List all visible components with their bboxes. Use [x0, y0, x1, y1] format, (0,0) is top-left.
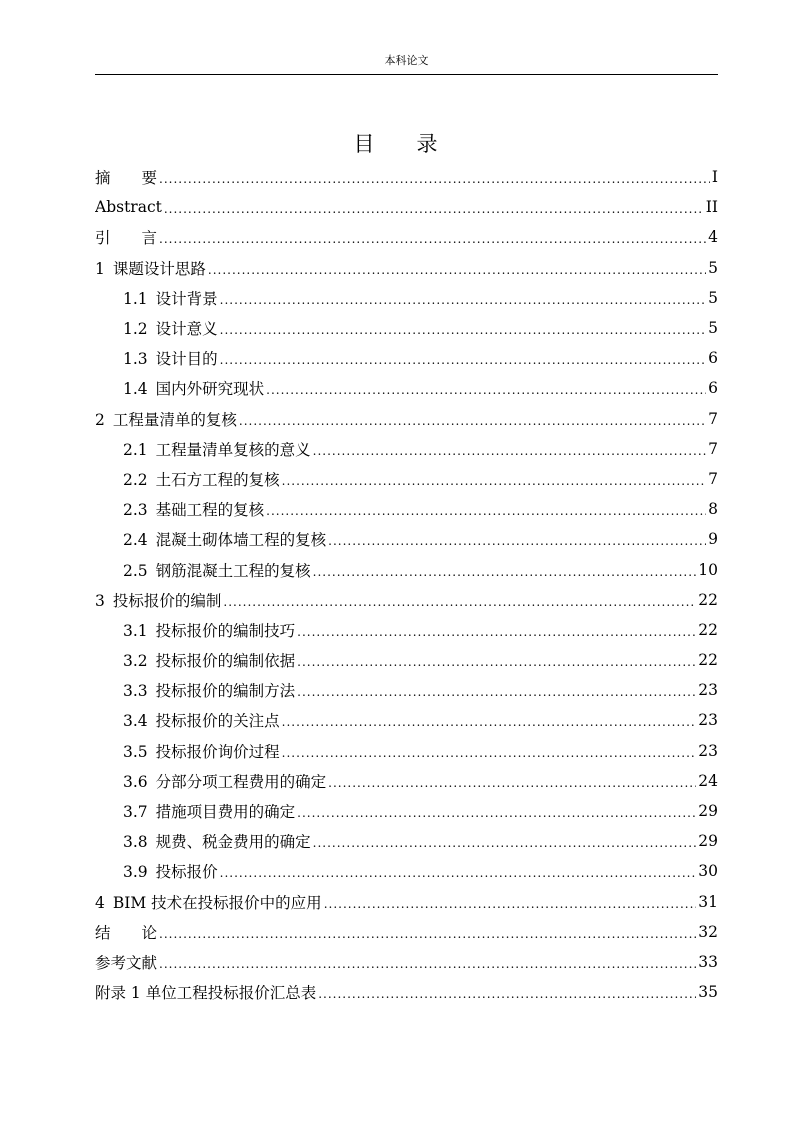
toc-leader-dots: [313, 557, 697, 585]
toc-entry-label: [123, 770, 326, 792]
toc-entry-number: 1.1: [123, 289, 148, 308]
toc-entry[interactable]: [95, 162, 718, 192]
toc-leader-dots: [324, 889, 697, 917]
toc-entry[interactable]: [95, 705, 718, 735]
toc-leader-dots: [328, 526, 706, 554]
toc-entry-page: 29: [698, 832, 718, 851]
toc-entry-text: 引 言: [95, 229, 158, 248]
toc-entry[interactable]: [95, 887, 718, 917]
toc-entry[interactable]: [95, 192, 718, 222]
toc-entry-label: [123, 559, 311, 581]
toc-entry-text: 投标报价询价过程: [155, 742, 280, 761]
toc-entry-page: II: [705, 198, 718, 217]
toc-entry-page: 32: [698, 922, 718, 941]
toc-entry-text: 分部分项工程费用的确定: [155, 772, 327, 791]
toc-leader-dots: [318, 979, 696, 1007]
toc-entry[interactable]: [95, 645, 718, 675]
toc-entry-text: 参考文献: [95, 953, 158, 972]
toc-entry-number: 1.4: [123, 380, 148, 399]
toc-title: [0, 130, 793, 158]
toc-entry-label: [95, 951, 157, 973]
toc-entry-label: [123, 498, 264, 520]
toc-leader-dots: [223, 587, 696, 615]
toc-entry-page: 10: [698, 560, 718, 579]
toc-leader-dots: [313, 436, 706, 464]
toc-entry-label: [123, 709, 280, 731]
toc-entry[interactable]: [95, 313, 718, 343]
toc-leader-dots: [208, 255, 706, 283]
toc-entry-page: 22: [698, 620, 718, 639]
toc-entry-text: 投标报价的编制依据: [155, 652, 296, 671]
toc-entry[interactable]: [95, 434, 718, 464]
toc-entry-page: I: [711, 168, 718, 187]
toc-leader-dots: [220, 315, 706, 343]
toc-entry-page: 6: [708, 379, 718, 398]
toc-entry[interactable]: [95, 373, 718, 403]
toc-entry-page: 24: [698, 771, 718, 790]
toc-entry-label: [95, 981, 316, 1003]
toc-entry[interactable]: [95, 404, 718, 434]
toc-title-char-1: 目: [353, 132, 377, 156]
toc-entry-number: 3.5: [123, 742, 148, 761]
toc-entry-label: [123, 468, 280, 490]
toc-entry-page: 7: [708, 469, 718, 488]
toc-entry-number: 3: [95, 591, 105, 610]
toc-entry[interactable]: [95, 977, 718, 1007]
toc-leader-dots: [282, 707, 697, 735]
toc-entry-text: 钢筋混凝土工程的复核: [155, 561, 311, 580]
toc-entry-number: 1: [95, 259, 105, 278]
toc-entry-page: 5: [708, 258, 718, 277]
toc-entry[interactable]: [95, 766, 718, 796]
toc-entry-text: 工程量清单的复核: [112, 410, 237, 429]
toc-entry-label: [123, 317, 218, 339]
toc-leader-dots: [282, 738, 697, 766]
toc-entry-number: 2.2: [123, 470, 148, 489]
toc-entry[interactable]: [95, 554, 718, 584]
toc-entry-number: 3.9: [123, 863, 148, 882]
toc-entry-number: 2.1: [123, 440, 148, 459]
toc-entry[interactable]: [95, 947, 718, 977]
toc-entry-label: [123, 347, 218, 369]
toc-leader-dots: [282, 466, 706, 494]
toc-entry-text: 结 论: [95, 923, 158, 942]
toc-entry-page: 22: [698, 590, 718, 609]
toc-entry-label: [95, 408, 237, 430]
toc-leader-dots: [328, 768, 696, 796]
toc-entry-label: [123, 679, 295, 701]
toc-entry-page: 23: [698, 741, 718, 760]
toc-leader-dots: [266, 375, 706, 403]
toc-entry-label: [95, 198, 162, 216]
toc-entry-label: [95, 226, 157, 248]
toc-entry-number: 1.2: [123, 320, 148, 339]
toc-entry[interactable]: [95, 253, 718, 283]
toc-leader-dots: [220, 345, 706, 373]
toc-entry-label: [123, 287, 218, 309]
toc-entry-label: [95, 589, 221, 611]
toc-entry-text: 措施项目费用的确定: [155, 803, 296, 822]
toc-leader-dots: [297, 677, 696, 705]
toc-entry-text: 投标报价的关注点: [155, 712, 280, 731]
toc-leader-dots: [220, 285, 706, 313]
toc-leader-dots: [164, 194, 704, 222]
toc-entry[interactable]: [95, 283, 718, 313]
toc-leader-dots: [297, 617, 696, 645]
toc-entry[interactable]: [95, 585, 718, 615]
toc-entry-label: [123, 830, 311, 852]
toc-entry-label: [123, 528, 326, 550]
toc-entry-number: 3.2: [123, 652, 148, 671]
toc-entry[interactable]: [95, 615, 718, 645]
toc-entry-text: 设计背景: [155, 289, 218, 308]
toc-entry-text: BIM 技术在投标报价中的应用: [112, 893, 322, 912]
toc-entry-text: 混凝土砌体墙工程的复核: [155, 531, 327, 550]
toc-entry-text: 投标报价的编制: [112, 591, 222, 610]
toc-entry-page: 6: [708, 349, 718, 368]
toc-entry-text: 摘 要: [95, 169, 158, 188]
toc-leader-dots: [159, 949, 696, 977]
toc-leader-dots: [220, 858, 697, 886]
toc-entry[interactable]: [95, 524, 718, 554]
toc-entry-number: 2.5: [123, 561, 148, 580]
toc-entry-text: 设计意义: [155, 320, 218, 339]
toc-entry-text: 基础工程的复核: [155, 501, 265, 520]
toc-entry[interactable]: [95, 494, 718, 524]
toc-leader-dots: [266, 496, 706, 524]
toc-leader-dots: [297, 798, 696, 826]
toc-entry-page: 23: [698, 681, 718, 700]
toc-entry-text: 投标报价的编制方法: [155, 682, 296, 701]
toc-entry[interactable]: [95, 464, 718, 494]
toc-entry-number: 2.4: [123, 531, 148, 550]
toc-entry-number: 3.1: [123, 621, 148, 640]
toc-entry-number: 3.7: [123, 803, 148, 822]
toc-entry-text: 规费、税金费用的确定: [155, 833, 311, 852]
toc-entry-page: 23: [698, 711, 718, 730]
toc-leader-dots: [297, 647, 696, 675]
table-of-contents: [95, 162, 718, 1007]
toc-entry-text: 土石方工程的复核: [155, 470, 280, 489]
toc-entry-label: [95, 921, 157, 943]
toc-title-char-2: 录: [416, 132, 440, 156]
toc-entry-label: [123, 740, 280, 762]
toc-entry-number: 3.4: [123, 712, 148, 731]
toc-entry-text: Abstract: [95, 198, 162, 217]
toc-entry-page: 22: [698, 651, 718, 670]
toc-leader-dots: [313, 828, 697, 856]
toc-leader-dots: [159, 224, 706, 252]
toc-entry-text: 附录 1 单位工程投标报价汇总表: [95, 984, 317, 1003]
toc-entry-number: 4: [95, 893, 105, 912]
toc-entry-page: 30: [698, 862, 718, 881]
toc-entry-number: 3.3: [123, 682, 148, 701]
toc-entry-label: [123, 800, 295, 822]
toc-entry-number: 2.3: [123, 501, 148, 520]
toc-entry-number: 1.3: [123, 350, 148, 369]
toc-entry-page: 31: [698, 892, 718, 911]
toc-entry[interactable]: [95, 222, 718, 252]
toc-entry-text: 投标报价: [155, 863, 218, 882]
toc-entry-page: 35: [698, 983, 718, 1002]
toc-leader-dots: [239, 406, 706, 434]
toc-leader-dots: [159, 164, 710, 192]
toc-entry-number: 2: [95, 410, 105, 429]
toc-entry-page: 8: [708, 500, 718, 519]
toc-entry-page: 29: [698, 802, 718, 821]
toc-entry-page: 33: [698, 952, 718, 971]
toc-leader-dots: [159, 919, 696, 947]
toc-entry-number: 3.6: [123, 772, 148, 791]
toc-entry-label: [123, 649, 295, 671]
toc-entry-page: 9: [708, 530, 718, 549]
toc-entry-text: 课题设计思路: [112, 259, 206, 278]
toc-entry[interactable]: [95, 826, 718, 856]
toc-entry-label: [123, 860, 218, 882]
toc-entry[interactable]: [95, 796, 718, 826]
toc-entry-page: 5: [708, 288, 718, 307]
toc-entry[interactable]: [95, 856, 718, 886]
toc-entry-label: [95, 891, 322, 913]
toc-entry-text: 国内外研究现状: [155, 380, 265, 399]
toc-entry-label: [123, 438, 311, 460]
toc-entry[interactable]: [95, 917, 718, 947]
toc-entry[interactable]: [95, 343, 718, 373]
toc-entry-text: 工程量清单复核的意义: [155, 440, 311, 459]
toc-entry-text: 投标报价的编制技巧: [155, 621, 296, 640]
toc-entry-page: 7: [708, 409, 718, 428]
toc-entry-page: 7: [708, 439, 718, 458]
toc-entry[interactable]: [95, 675, 718, 705]
header-text: 本科论文: [384, 54, 429, 67]
toc-entry-label: [123, 377, 264, 399]
toc-entry-page: 4: [708, 228, 718, 247]
toc-entry[interactable]: [95, 736, 718, 766]
toc-entry-number: 3.8: [123, 833, 148, 852]
toc-entry-text: 设计目的: [155, 350, 218, 369]
page-header: [95, 54, 718, 75]
toc-entry-page: 5: [708, 319, 718, 338]
toc-entry-label: [95, 166, 157, 188]
toc-entry-label: [95, 257, 206, 279]
toc-entry-label: [123, 619, 295, 641]
